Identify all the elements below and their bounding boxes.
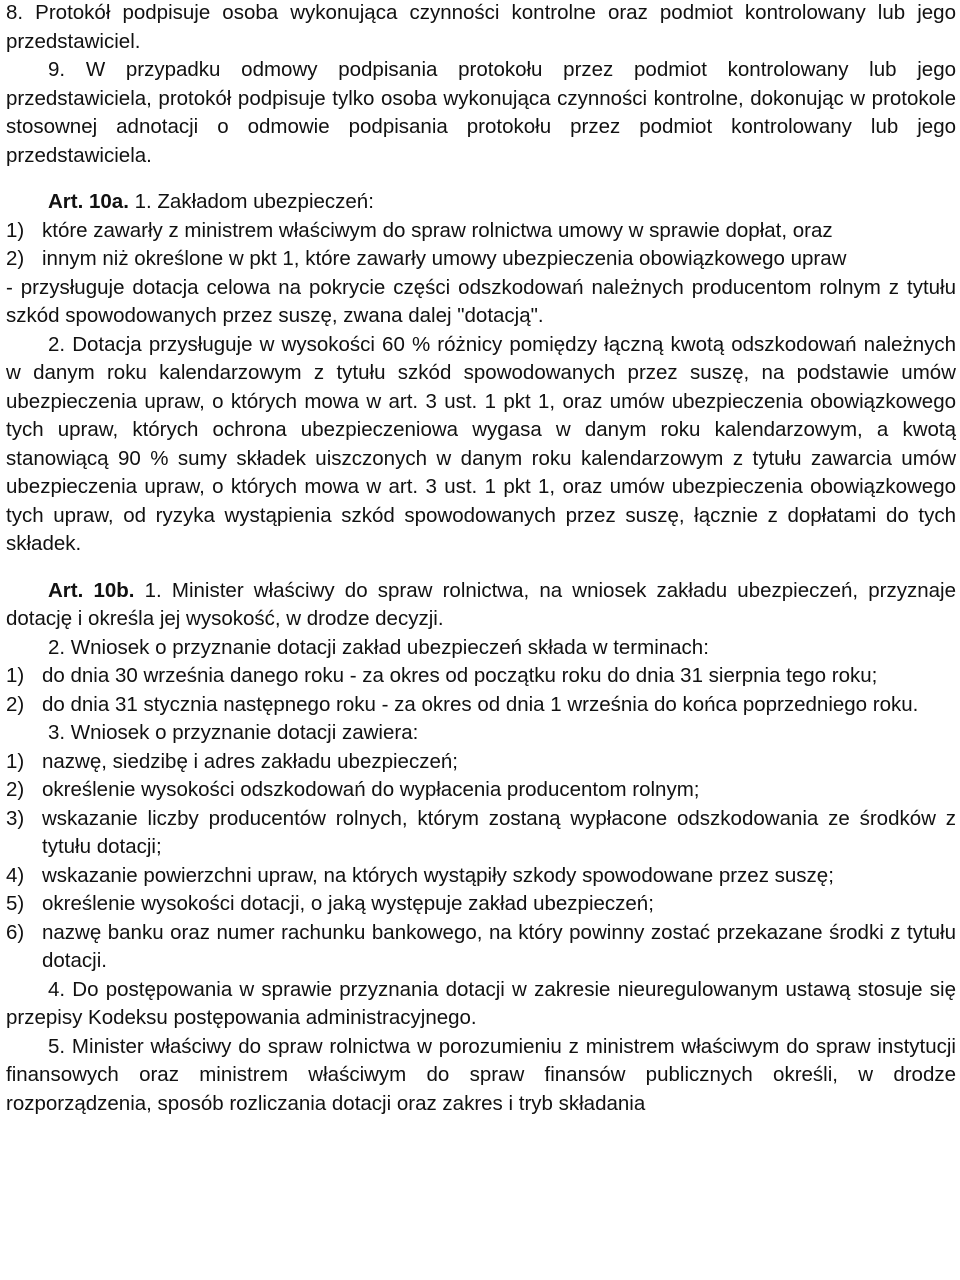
list-item-text: określenie wysokości odszkodowań do wypłacenia producentom rolnym; [42,778,700,801]
paragraph: 5. Minister właściwy do spraw rolnictwa w porozumieniu z ministrem właściwym do spraw instytucji finansowych oraz ministrem właściwym do spraw finansów publicznych określi, w drodze rozporządzenia, sposób rozliczania dotacji oraz zakres i tryb składania [6,1034,956,1115]
list-item-number: 6) [6,920,25,944]
list-item [6,890,956,919]
paragraph: 3. Wniosek o przyznanie dotacji zawiera: [48,721,419,744]
paragraph: 2. Wniosek o przyznanie dotacji zakład ubezpieczeń składa w terminach: [48,635,709,659]
paragraph: - przysługuje dotacja celowa na pokrycie części odszkodowań należnych producentom rolnym z tytułu szkód spowodowanych przez suszę, zwana dalej "dotacją". [6,275,956,327]
list-item-text: innym niż określone w pkt 1, które zawarły umowy ubezpieczenia obowiązkowego upraw [42,247,847,270]
list-item [6,748,956,777]
list-item [6,691,956,720]
article-paragraph [6,188,956,217]
list-item-text: wskazanie liczby producentów rolnych, którym zostaną wypłacone odszkodowania ze środków z tytułu dotacji; [42,806,956,858]
list-item-number: 1) [6,218,25,242]
list-item [6,217,956,246]
list-item-text: które zawarły z ministrem właściwym do spraw rolnictwa umowy w sprawie dopłat, oraz [42,218,833,242]
list-item-text: określenie wysokości dotacji, o jaką występuje zakład ubezpieczeń; [42,892,654,915]
article-text: 1. Minister właściwy do spraw rolnictwa, na wniosek zakładu ubezpieczeń, przyznaje dotację i określa jej wysokość, w drodze decyzji. [6,578,956,630]
list-item-text: nazwę banku oraz numer rachunku bankowego, na który powinny zostać przekazane środki z tytułu dotacji. [42,920,956,972]
list-item-number: 2) [6,778,25,801]
list-item-number: 2) [6,692,25,716]
list-item-number: 1) [6,664,25,687]
list-item-text: do dnia 31 stycznia następnego roku - za okres od dnia 1 września do końca poprzedniego roku. [42,692,919,716]
paragraph: 2. Dotacja przysługuje w wysokości 60 % różnicy pomiędzy łączną kwotą odszkodowań należnych w danym roku kalendarzowym z tytułu szkód spowodowanych przez suszę, na podstawie umów ubezpieczenia upraw, o których mowa w art. 3 ust. 1 pkt 1, oraz umów ubezpieczenia obowiązkowego tych upraw, których ochrona ubezpieczeniowa wygasa w danym roku kalendarzowym, a kwotą stanowiącą 90 % sumy składek uiszczonych w danym roku kalendarzowym z tytułu zawarcia umów ubezpieczenia upraw, o których mowa w art. 3 ust. 1 pkt 1, oraz umów ubezpieczenia obowiązkowego tych upraw, od ryzyka wystąpienia szkód spowodowanych przez suszę, łącznie z dopłatami do tych składek. [6,332,956,555]
list-item [6,662,956,691]
document-page [6,0,956,1118]
paragraph: 9. W przypadku odmowy podpisania protokołu przez podmiot kontrolowany lub jego przedstawiciela, protokół podpisuje tylko osoba wykonująca czynności kontrolne, dokonując w protokole stosownej adnotacji o odmowie podpisania protokołu przez podmiot kontrolowany lub jego przedstawiciela. [6,58,956,167]
list-item-number: 2) [6,247,25,270]
article-text: 1. Zakładom ubezpieczeń: [128,190,374,213]
list-item-number: 4) [6,863,25,887]
article-heading: Art. 10b. [48,578,135,602]
list-item-number: 3) [6,806,25,830]
article-paragraph [6,577,956,634]
paragraph: 4. Do postępowania w sprawie przyznania dotacji w zakresie nieuregulowanym ustawą stosuje się przepisy Kodeksu postępowania administracyjnego. [6,977,956,1029]
list-item-number: 5) [6,892,25,915]
list-item [6,862,956,891]
list-item-text: nazwę, siedzibę i adres zakładu ubezpieczeń; [42,749,458,773]
list-item-text: wskazanie powierzchni upraw, na których wystąpiły szkody spowodowane przez suszę; [42,863,834,887]
article-heading: Art. 10a. [48,190,129,213]
list-item [6,245,956,274]
list-item [6,776,956,805]
paragraph: 8. Protokół podpisuje osoba wykonująca czynności kontrolne oraz podmiot kontrolowany lub jego przedstawiciel. [6,1,956,53]
list-item [6,919,956,976]
list-item-text: do dnia 30 września danego roku - za okres od początku roku do dnia 31 sierpnia tego roku; [42,664,878,687]
list-item-number: 1) [6,749,25,773]
list-item [6,805,956,862]
